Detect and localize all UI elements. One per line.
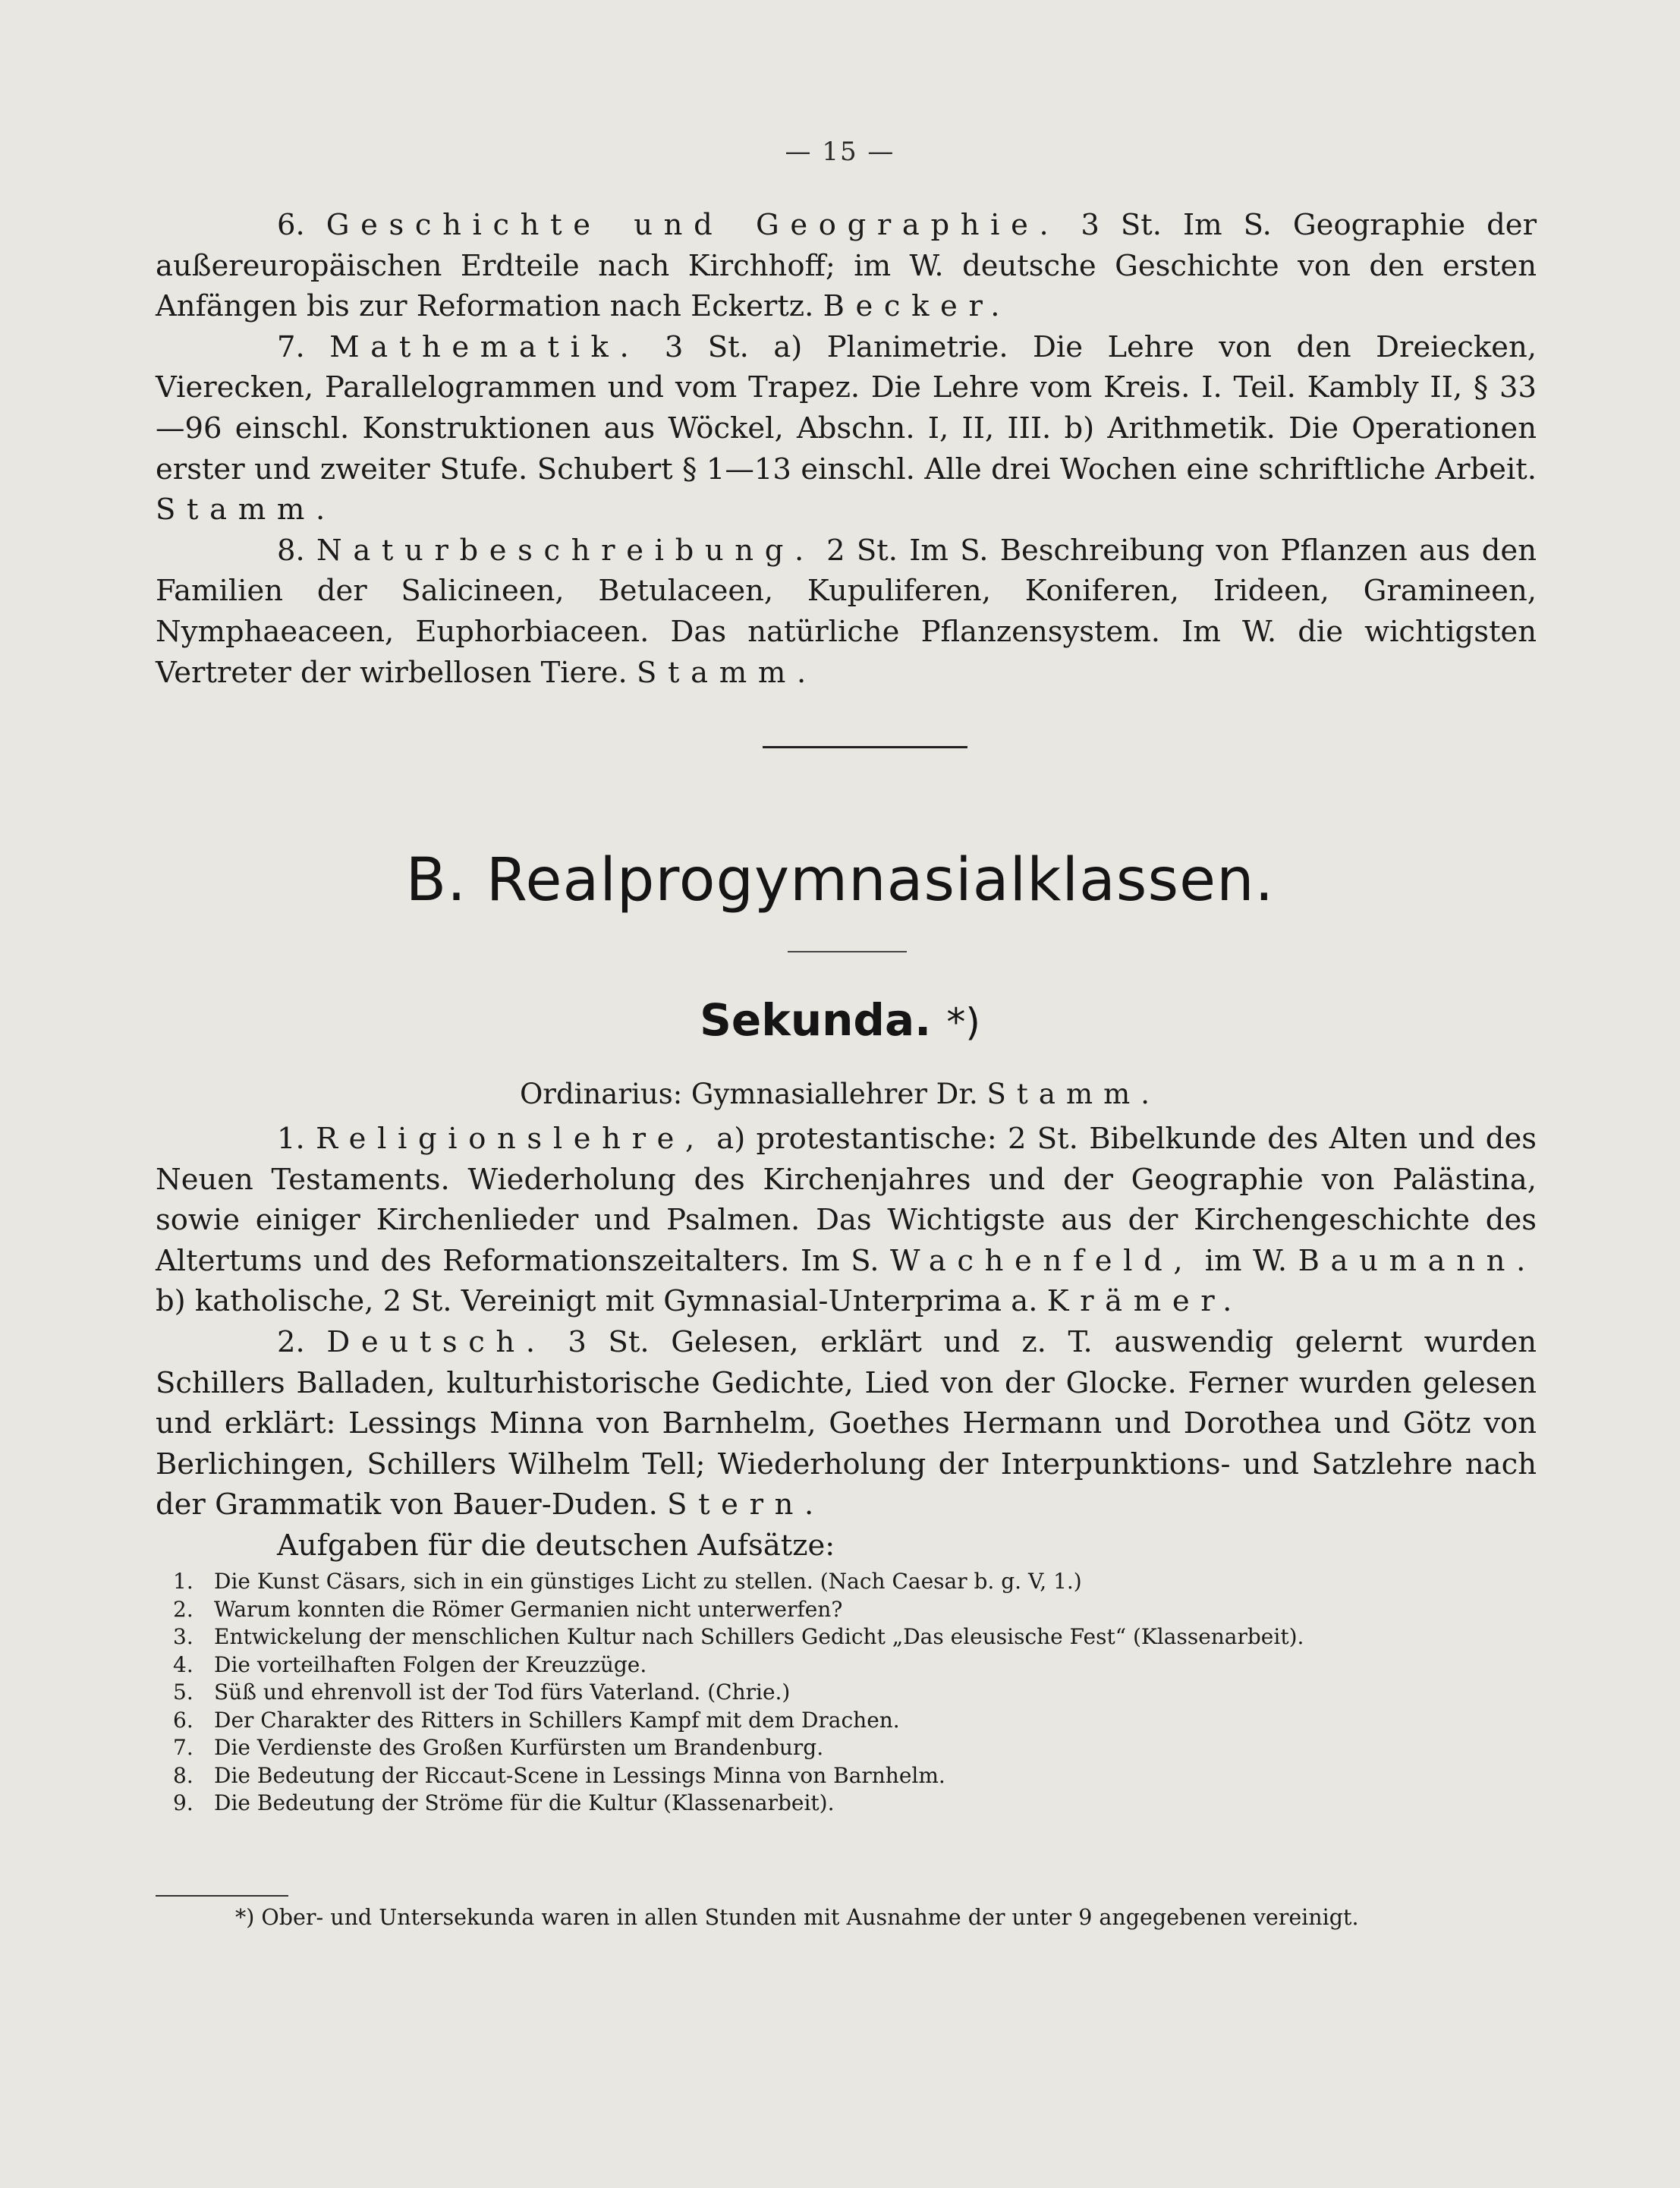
section-deutsch: 2. Deutsch. 3 St. Gelesen, erklärt und z. T. auswendig gelernt wurden Schillers Balladen, kulturhistorische Gedichte, Lied von der Glocke. Ferner wurden gelesen und erklärt: Lessings Minna von Barnhelm, Goethes Hermann und Dorothea und Götz von Berlichingen, Schillers Wilhelm Tell; Wiederholung der Interpunktions- und Satzlehre nach der Grammatik von Bauer-Duden. Stern. xyxy=(156,1324,1537,1522)
teacher-name: Stamm. xyxy=(156,493,336,527)
teacher-name: Becker. xyxy=(823,289,1011,324)
section-naturbeschreibung: 8. Naturbeschreibung. 2 St. Im S. Beschreibung von Pflanzen aus den Familien der Salicineen, Betulaceen, Kupuliferen, Koniferen, Irideen, Gramineen, Nymphaeaceen, Euphorbiaceen. Das natürliche Pflanzensystem. Im W. die wichtigsten Vertreter der wirbellosen Tiere. Stamm. xyxy=(156,533,1537,690)
subject-mathematik: Mathematik. xyxy=(329,329,640,364)
footnote-divider xyxy=(156,1895,288,1897)
teacher-name: Baumann. xyxy=(1298,1243,1537,1278)
list-item: 4. Die vorteilhaften Folgen der Kreuzzüge. xyxy=(173,1651,647,1677)
list-item: 2. Warum konnten die Römer Germanien nicht unterwerfen? xyxy=(173,1596,843,1622)
main-heading: B. Realprogymnasialklassen. xyxy=(405,846,1275,915)
list-item: 5. Süß und ehrenvoll ist der Tod fürs Vaterland. (Chrie.) xyxy=(173,1680,791,1705)
list-item: 3. Entwickelung der menschlichen Kultur nach Schillers Gedicht „Das eleusische Fest“ (Klassenarbeit). xyxy=(173,1624,1304,1649)
list-item: 1. Die Kunst Cäsars, sich in ein günstiges Licht zu stellen. (Nach Caesar b. g. V, 1.) xyxy=(173,1569,1082,1594)
subject-religion: Religionslehre, xyxy=(316,1122,706,1156)
teacher-name: Wachenfeld, xyxy=(889,1243,1194,1278)
footnote-marker: *) xyxy=(946,1000,980,1044)
top-sections xyxy=(156,205,1537,693)
sub-heading: Sekunda. *) xyxy=(700,994,980,1046)
essay-list xyxy=(173,1568,1539,1818)
list-item: 9. Die Bedeutung der Ströme für die Kultur (Klassenarbeit). xyxy=(173,1790,835,1815)
subject-naturbeschreibung: Naturbeschreibung. xyxy=(316,533,815,568)
sekunda-sections xyxy=(156,1119,1537,1566)
subject-geschichte: Geschichte und Geographie. xyxy=(326,208,1060,242)
list-item: 7. Die Verdienste des Großen Kurfürsten um Brandenburg. xyxy=(173,1735,824,1760)
section-mathematik: 7. Mathematik. 3 St. a) Planimetrie. Die Lehre von den Dreiecken, Vierecken, Parallelogrammen und vom Trapez. Die Lehre vom Kreis. I. Teil. Kambly II, § 33—96 einschl. Konstruktionen aus Wöckel, Abschn. I, II, III. b) Arithmetik. Die Operationen erster und zweiter Stufe. Schubert § 1—13 einschl. Alle drei Wochen eine schriftliche Arbeit. Stamm. xyxy=(156,329,1537,527)
heading-divider xyxy=(788,951,907,952)
ordinarius-name: Stamm. xyxy=(986,1078,1161,1110)
list-item: 8. Die Bedeutung der Riccaut-Scene in Lessings Minna von Barnhelm. xyxy=(173,1762,945,1788)
section-divider xyxy=(763,746,967,748)
teacher-name: Stern. xyxy=(667,1488,825,1522)
section-religion: 1. Religionslehre, a) protestantische: 2 St. Bibelkunde des Alten und des Neuen Testaments. Wiederholung des Kirchenjahres und der Geographie von Palästina, sowie einiger Kirchenlieder und Psalmen. Das Wichtigste aus der Kirchengeschichte des Altertums und des Reformationszeitalters. Im S. Wachenfeld, im W. Baumann. b) katholische, 2 St. Vereinigt mit Gymnasial-Unterprima a. Krämer. xyxy=(156,1122,1537,1319)
subject-deutsch: Deutsch. xyxy=(326,1324,546,1359)
list-item: 6. Der Charakter des Ritters in Schillers Kampf mit dem Drachen. xyxy=(173,1707,900,1733)
footnote: *) Ober- und Untersekunda waren in allen Stunden mit Ausnahme der unter 9 angegebenen vereinigt. xyxy=(235,1905,1359,1930)
page-number: — 15 — xyxy=(785,137,895,167)
section-geschichte: 6. Geschichte und Geographie. 3 St. Im S. Geographie der außereuropäischen Erdteile nach Kirchhoff; im W. deutsche Geschichte von den ersten Anfängen bis zur Reformation nach Eckertz. Becker. xyxy=(156,208,1537,324)
ordinarius-line: Ordinarius: Gymnasiallehrer Dr. Stamm. xyxy=(519,1078,1161,1110)
teacher-name: Krämer. xyxy=(1046,1284,1243,1319)
essays-heading: Aufgaben für die deutschen Aufsätze: xyxy=(277,1528,835,1563)
teacher-name: Stamm. xyxy=(637,655,817,690)
